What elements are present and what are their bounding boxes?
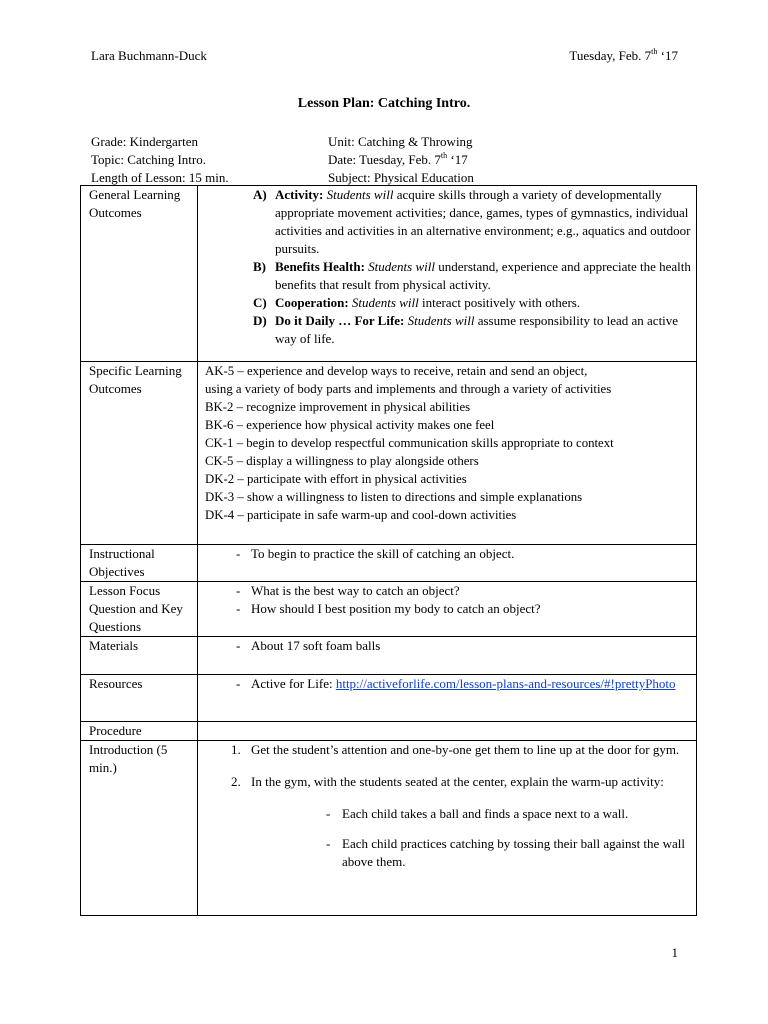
intro-step: 1. Get the student’s attention and one-by-one get them to line up at the door for gym. (231, 742, 680, 757)
general-item: B) Benefits Health: Students will understand, experience and appreciate the health benefits that result from physical activity. (253, 259, 691, 292)
intro-step: 2. In the gym, with the students seated at the center, explain the warm-up activity: (231, 774, 664, 789)
material-item: - About 17 soft foam balls (236, 638, 381, 653)
meta-topic: Topic: Catching Intro. (91, 152, 206, 167)
row-specific-outcomes (81, 362, 697, 545)
resource-link[interactable]: http://activeforlife.com/lesson-plans-and-resources/#!prettyPhoto (335, 676, 676, 691)
row-procedure (81, 722, 697, 741)
page-title: Lesson Plan: Catching Intro. (297, 96, 471, 111)
meta-date: Date: Tuesday, Feb. 7th ‘17 (328, 151, 468, 167)
focus-label: Lesson Focus Question and Key Questions (81, 582, 198, 637)
intro-subitem: - Each child practices catching by tossing their ball against the wall above them. (326, 836, 685, 869)
specific-line: CK-1 – begin to develop respectful communication skills appropriate to context (205, 436, 614, 450)
specific-line: DK-3 – show a willingness to listen to directions and simple explanations (205, 490, 583, 504)
general-outcomes-list (206, 186, 691, 348)
objective-item: - To begin to practice the skill of catching an object. (236, 546, 515, 561)
specific-line: BK-6 – experience how physical activity makes one feel (205, 418, 495, 432)
general-label: General Learning Outcomes (81, 186, 198, 362)
meta-length: Length of Lesson: 15 min. (91, 170, 229, 185)
meta-unit: Unit: Catching & Throwing (328, 134, 473, 149)
objectives-label: Instructional Objectives (81, 545, 198, 582)
specific-line: AK-5 – experience and develop ways to receive, retain and send an object, (205, 364, 588, 378)
general-item: D) Do it Daily … For Life: Students will assume responsibility to lead an active way of life. (253, 313, 679, 346)
row-general-outcomes (81, 186, 697, 362)
general-item: C) Cooperation: Students will interact positively with others. (253, 295, 581, 310)
general-item: A) Activity: Students will acquire skills through a variety of developmentally appropriate movement activities; dance, games, types of gymnastics, individual activities and activities in an alternative environment; e.g., aquatics and outdoor pursuits. (253, 187, 691, 256)
page-number: 1 (671, 945, 678, 960)
row-objectives (81, 545, 697, 582)
intro-subitem: - Each child takes a ball and finds a space next to a wall. (326, 806, 629, 821)
header-author: Lara Buchmann-Duck (91, 48, 207, 63)
row-materials (81, 637, 697, 675)
lesson-meta (91, 133, 691, 187)
resources-label: Resources (81, 675, 198, 722)
resource-item: - Active for Life: http://activeforlife.com/lesson-plans-and-resources/#!prettyPhoto (236, 676, 676, 691)
specific-line: using a variety of body parts and implements and through a variety of activities (205, 382, 612, 396)
specific-line: DK-2 – participate with effort in physical activities (205, 472, 467, 486)
focus-question: - What is the best way to catch an object? (236, 583, 460, 598)
row-focus (81, 582, 697, 637)
meta-subject: Subject: Physical Education (328, 170, 474, 185)
focus-question: - How should I best position my body to catch an object? (236, 601, 541, 616)
introduction-label: Introduction (5 min.) (81, 741, 198, 916)
row-introduction (81, 741, 697, 916)
specific-line: CK-5 – display a willingness to play alongside others (205, 454, 479, 468)
procedure-label: Procedure (81, 722, 198, 741)
specific-label: Specific Learning Outcomes (81, 362, 198, 545)
materials-label: Materials (81, 637, 198, 675)
row-resources (81, 675, 697, 722)
specific-line: DK-4 – participate in safe warm-up and cool-down activities (205, 508, 517, 522)
header-date: Tuesday, Feb. 7th ‘17 (569, 47, 678, 63)
meta-grade: Grade: Kindergarten (91, 134, 198, 149)
specific-line: BK-2 – recognize improvement in physical abilities (205, 400, 471, 414)
lesson-plan-table (80, 185, 697, 916)
